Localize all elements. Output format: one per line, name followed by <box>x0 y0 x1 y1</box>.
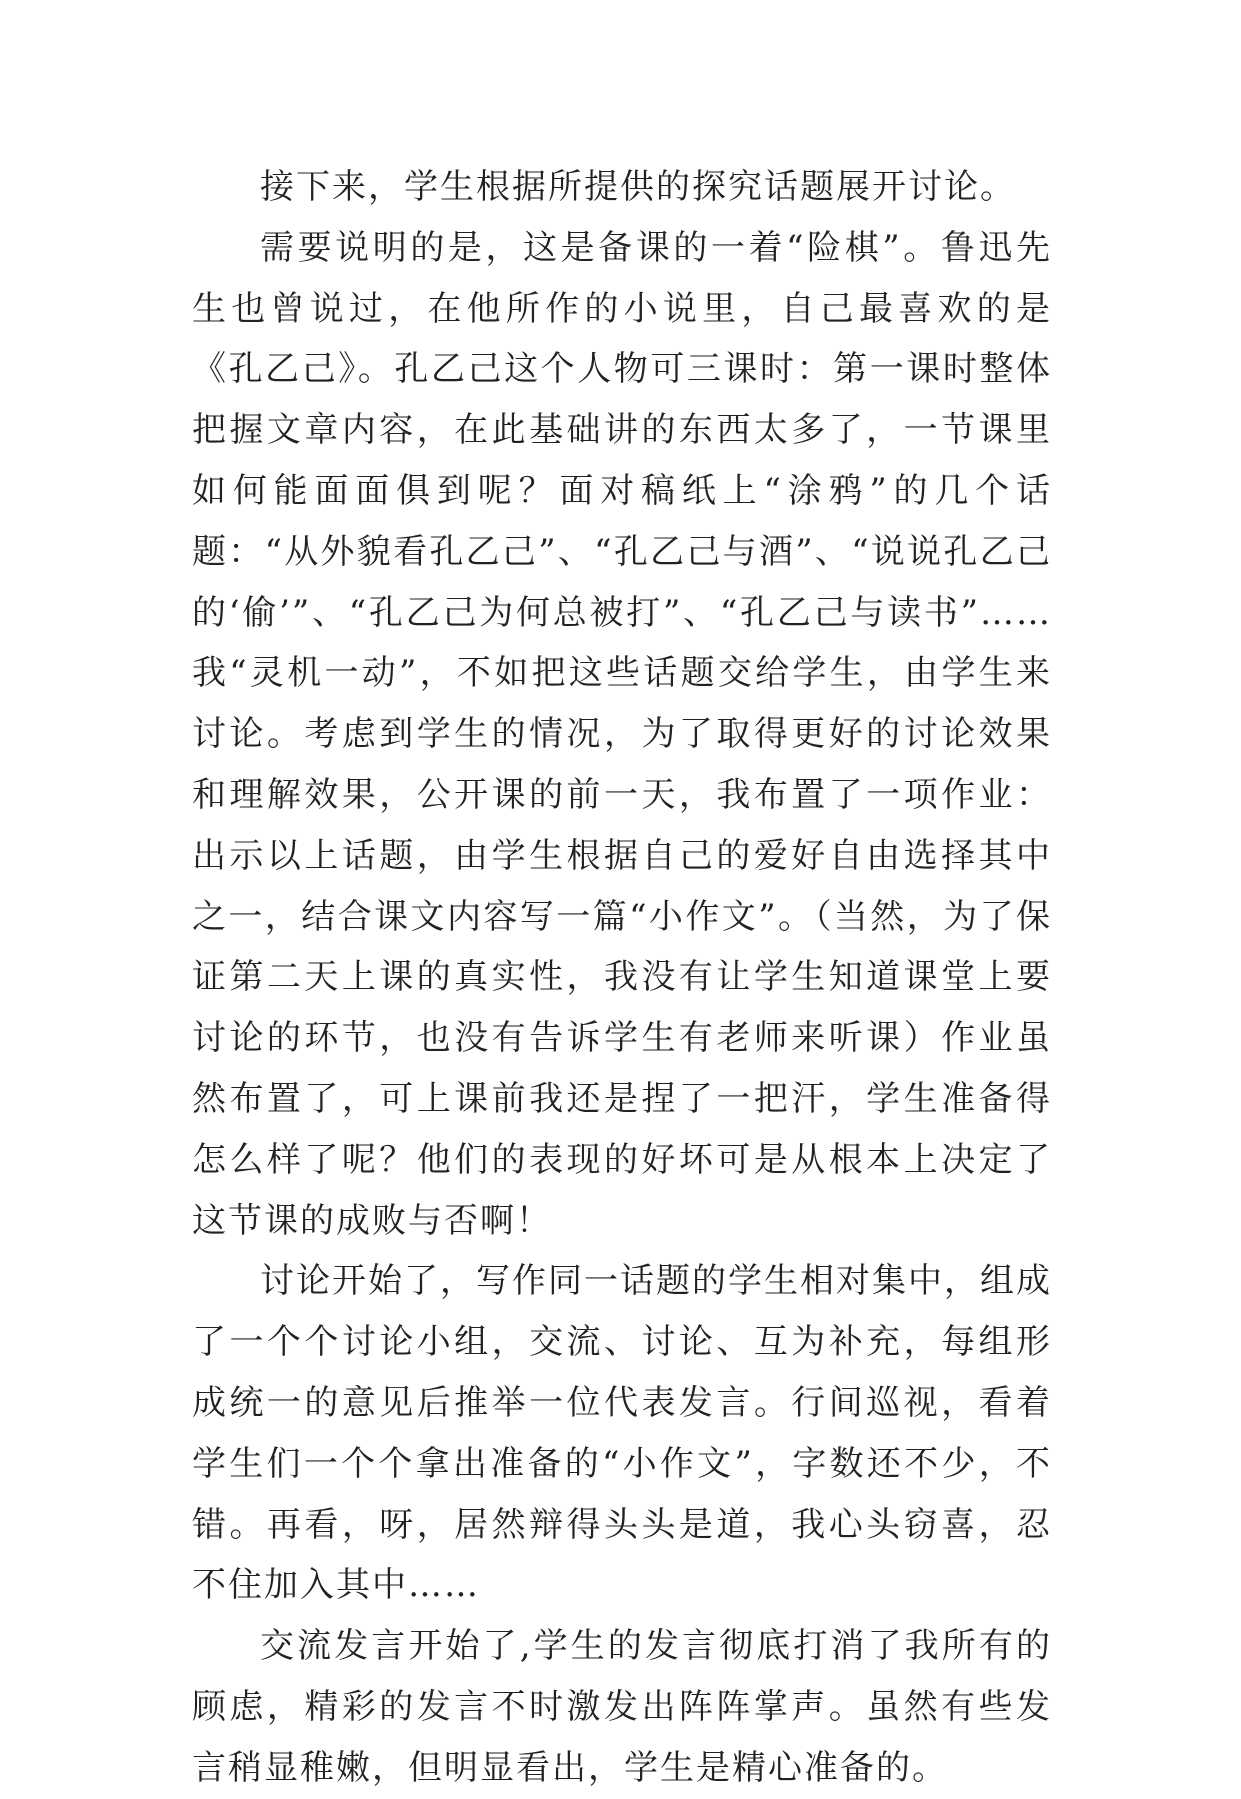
paragraph: 讨论开始了，写作同一话题的学生相对集中，组成了一个个讨论小组，交流、讨论、互为补充，每组形成统一的意见后推举一位代表发言。行间巡视，看着学生们一个个拿出准备的“小作文”，字数还不少，不错。再看，呀，居然辩得头头是道，我心头窃喜，忍不住加入其中…… <box>192 1261 1052 1606</box>
body-text <box>192 157 1052 1799</box>
paragraph: 交流发言开始了,学生的发言彻底打消了我所有的顾虑，精彩的发言不时激发出阵阵掌声。虽然有些发言稍显稚嫩，但明显看出，学生是精心准备的。 <box>192 1626 1052 1788</box>
paragraph: 接下来，学生根据所提供的探究话题展开讨论。 <box>260 167 1016 207</box>
paragraph: 需要说明的是，这是备课的一着“险棋”。鲁迅先生也曾说过，在他所作的小说里，自己最喜欢的是《孔乙己》。孔乙己这个人物可三课时：第一课时整体把握文章内容，在此基础讲的东西太多了，一节课里如何能面面俱到呢？面对稿纸上“涂鸦”的几个话题：“从外貌看孔乙己”、“孔乙己与酒”、“说说孔乙己的‘偷’”、“孔乙己为何总被打”、“孔乙己与读书”……我“灵机一动”，不如把这些话题交给学生，由学生来讨论。考虑到学生的情况，为了取得更好的讨论效果和理解效果，公开课的前一天，我布置了一项作业：出示以上话题，由学生根据自己的爱好自由选择其中之一，结合课文内容写一篇“小作文”。（当然，为了保证第二天上课的真实性，我没有让学生知道课堂上要讨论的环节，也没有告诉学生有老师来听课）作业虽然布置了，可上课前我还是捏了一把汗，学生准备得怎么样了呢？他们的表现的好坏可是从根本上决定了这节课的成败与否啊！ <box>192 227 1052 1241</box>
